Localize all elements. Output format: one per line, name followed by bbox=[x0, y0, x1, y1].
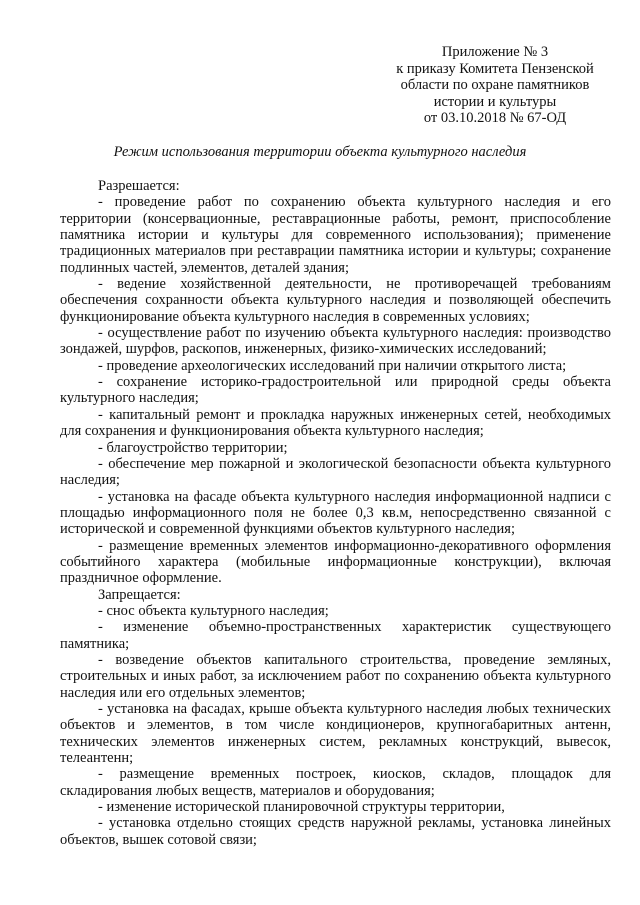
list-item: - сохранение историко-градостроительной или природной среды объекта культурного наследия; bbox=[60, 374, 611, 407]
list-item: - проведение археологических исследований при наличии открытого листа; bbox=[98, 357, 567, 374]
list-item: - капитальный ремонт и прокладка наружных инженерных сетей, необходимых для сохранения и функционирования объекта культурного наследия; bbox=[60, 406, 611, 440]
list-item: - снос объекта культурного наследия; bbox=[98, 602, 329, 619]
list-item: - обеспечение мер пожарной и экологической безопасности объекта культурного наследия; bbox=[60, 455, 611, 489]
section-heading-forbidden: Запрещается: bbox=[98, 586, 181, 603]
list-item: - размещение временных построек, киосков, складов, площадок для складирования любых веществ, материалов и оборудования; bbox=[60, 766, 611, 799]
list-item: - изменение исторической планировочной структуры территории, bbox=[98, 799, 505, 816]
document-title: Режим использования территории объекта культурного наследия bbox=[113, 144, 527, 160]
list-item: - осуществление работ по изучению объекта культурного наследия: производство зондажей, шурфов, раскопов, инженерных, физико-химических исследований; bbox=[60, 325, 611, 358]
document-body bbox=[60, 178, 611, 848]
list-item: - установка на фасаде объекта культурного наследия информационной надписи с площадью информационного поля не более 0,3 кв.м, непосредственно связанной с исторической и современной функциями объектов культурного наследия; bbox=[60, 488, 611, 538]
order-reference-cont: истории и культуры bbox=[433, 93, 557, 110]
list-item: - изменение объемно-пространственных характеристик существующего памятника; bbox=[60, 619, 611, 652]
order-date: от 03.10.2018 № 67-ОД bbox=[423, 110, 567, 126]
order-reference: к приказу Комитета Пензенской bbox=[396, 60, 594, 77]
list-item: - установка отдельно стоящих средств наружной рекламы, установка линейных объектов, вышек сотовой связи; bbox=[60, 815, 611, 848]
list-item: - проведение работ по сохранению объекта культурного наследия и его территории (консервационные, реставрационные работы, ремонт, приспособление памятника истории и культуры для современного использования); применение традиционных материалов при реставрации памятника истории и культуры; сохранение подлинных частей, элементов, деталей здания; bbox=[60, 194, 611, 276]
list-item: - установка на фасадах, крыше объекта культурного наследия любых технических объектов и элементов, в том числе кондиционеров, крупногабаритных антенн, технических элементов инженерных систем, рекламных конструкций, вывесок, телеантенн; bbox=[60, 701, 611, 767]
list-item: - размещение временных элементов информационно-декоративного оформления событийного характера (мобильные информационные конструкции), включая праздничное оформление. bbox=[60, 537, 611, 587]
list-item: - ведение хозяйственной деятельности, не противоречащей требованиям обеспечения сохранности объекта культурного наследия и позволяющей обеспечить функционирование объекта культурного наследия в современных условиях; bbox=[60, 276, 611, 325]
order-reference-cont: области по охране памятников bbox=[400, 77, 590, 93]
list-item: - благоустройство территории; bbox=[98, 439, 288, 456]
appendix-number: Приложение № 3 bbox=[441, 44, 549, 60]
appendix-header bbox=[380, 44, 610, 127]
list-item: - возведение объектов капитального строительства, проведение земляных, строительных и иных работ, за исключением работ по сохранению объекта культурного наследия или его отдельных элементов; bbox=[60, 651, 611, 701]
section-heading-allowed: Разрешается: bbox=[98, 178, 180, 194]
